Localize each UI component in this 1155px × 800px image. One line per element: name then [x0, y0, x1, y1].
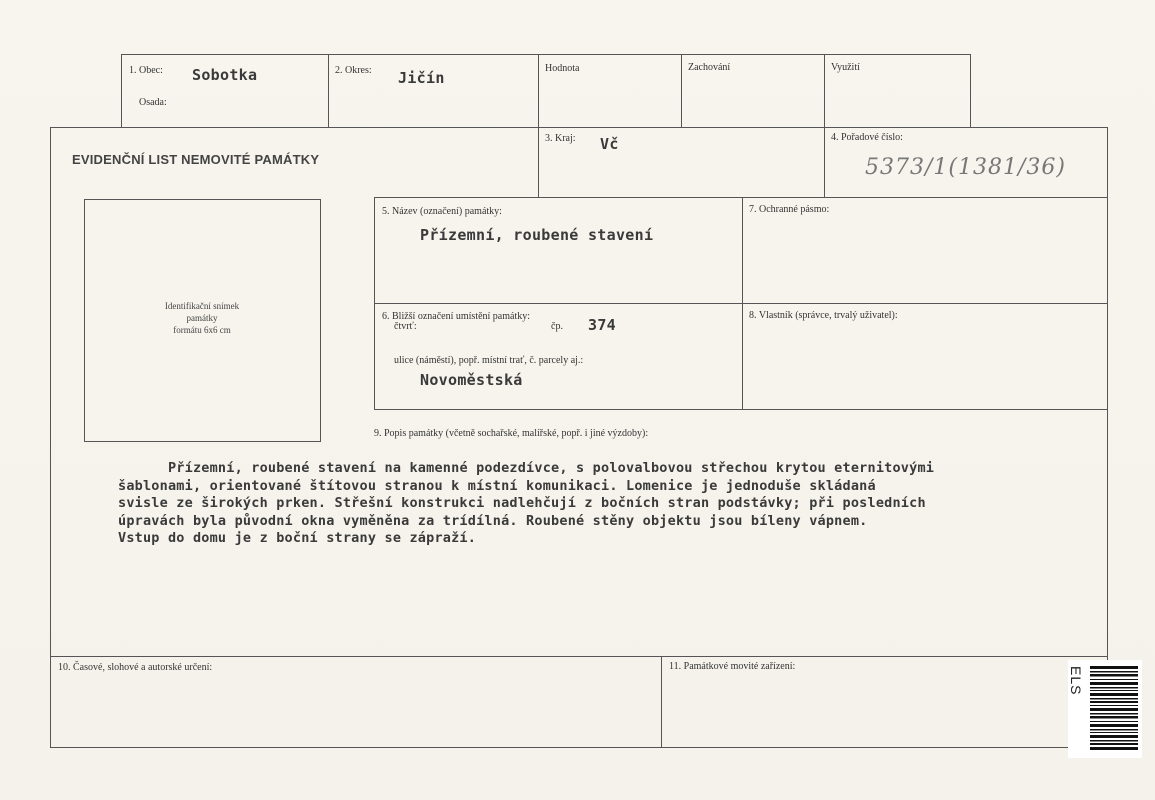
movite-label: 11. Památkové movité zařízení: — [669, 661, 796, 672]
poradove-value: 5373/1(1381/36) — [865, 155, 1066, 180]
ctvrt-label: čtvrť: — [394, 321, 417, 332]
popis-value: Přízemní, roubené stavení na kamenné podezdívce, s polovalbovou střechou krytou eternitovými šablonami, orientované štítovou stranou k místní komunikaci. Lomenice je jednoduše skládaná svisle ze širokých prken. Střešní konstrukci nadlehčují z bočních stran podstávky; při posledních úpravách byla původní okna vyměněna za trídílná. Roubené stěny objektu jsou bíleny vápnem. Vstup do domu je z boční strany se zápraží. — [118, 460, 935, 546]
ulice-label: ulice (náměstí), popř. místní trať, č. parcely aj.: — [394, 355, 584, 366]
okres-value: Jičín — [398, 69, 445, 87]
kraj-label: 3. Kraj: — [545, 133, 576, 144]
umisteni-label: 6. Bližší označení umístění památky: — [382, 311, 531, 322]
els-mark: ELS — [1068, 666, 1084, 696]
hodnota-label: Hodnota — [545, 63, 580, 74]
okres-label: 2. Okres: — [335, 65, 372, 76]
obec-value: Sobotka — [192, 66, 258, 84]
nazev-value: Přízemní, roubené stavení — [420, 226, 654, 244]
ulice-value: Novoměstská — [420, 371, 523, 389]
photo-caption-text: Identifikační snímek památky formátu 6x6 cm — [164, 301, 240, 335]
osada-label: Osada: — [139, 97, 167, 108]
page-title: EVIDENČNÍ LIST NEMOVITÉ PAMÁTKY — [72, 152, 320, 167]
photo-caption — [84, 300, 320, 336]
ochranne-label: 7. Ochranné pásmo: — [749, 204, 830, 215]
kraj-box — [538, 127, 825, 198]
vyuziti-label: Využití — [831, 62, 860, 73]
cp-value: 374 — [588, 316, 616, 334]
popis-label: 9. Popis památky (včetně sochařské, malířské, popř. i jiné výzdoby): — [374, 428, 649, 439]
cp-label: čp. — [551, 321, 563, 332]
obec-label: 1. Obec: — [129, 65, 163, 76]
poradove-label: 4. Pořadové číslo: — [831, 132, 903, 143]
vlastnik-label: 8. Vlastník (správce, trvalý uživatel): — [749, 310, 898, 321]
zachovani-label: Zachování — [688, 62, 731, 73]
casove-label: 10. Časové, slohové a autorské určení: — [58, 662, 213, 673]
nazev-label: 5. Název (označení) památky: — [382, 206, 502, 217]
kraj-value: Vč — [600, 135, 619, 153]
